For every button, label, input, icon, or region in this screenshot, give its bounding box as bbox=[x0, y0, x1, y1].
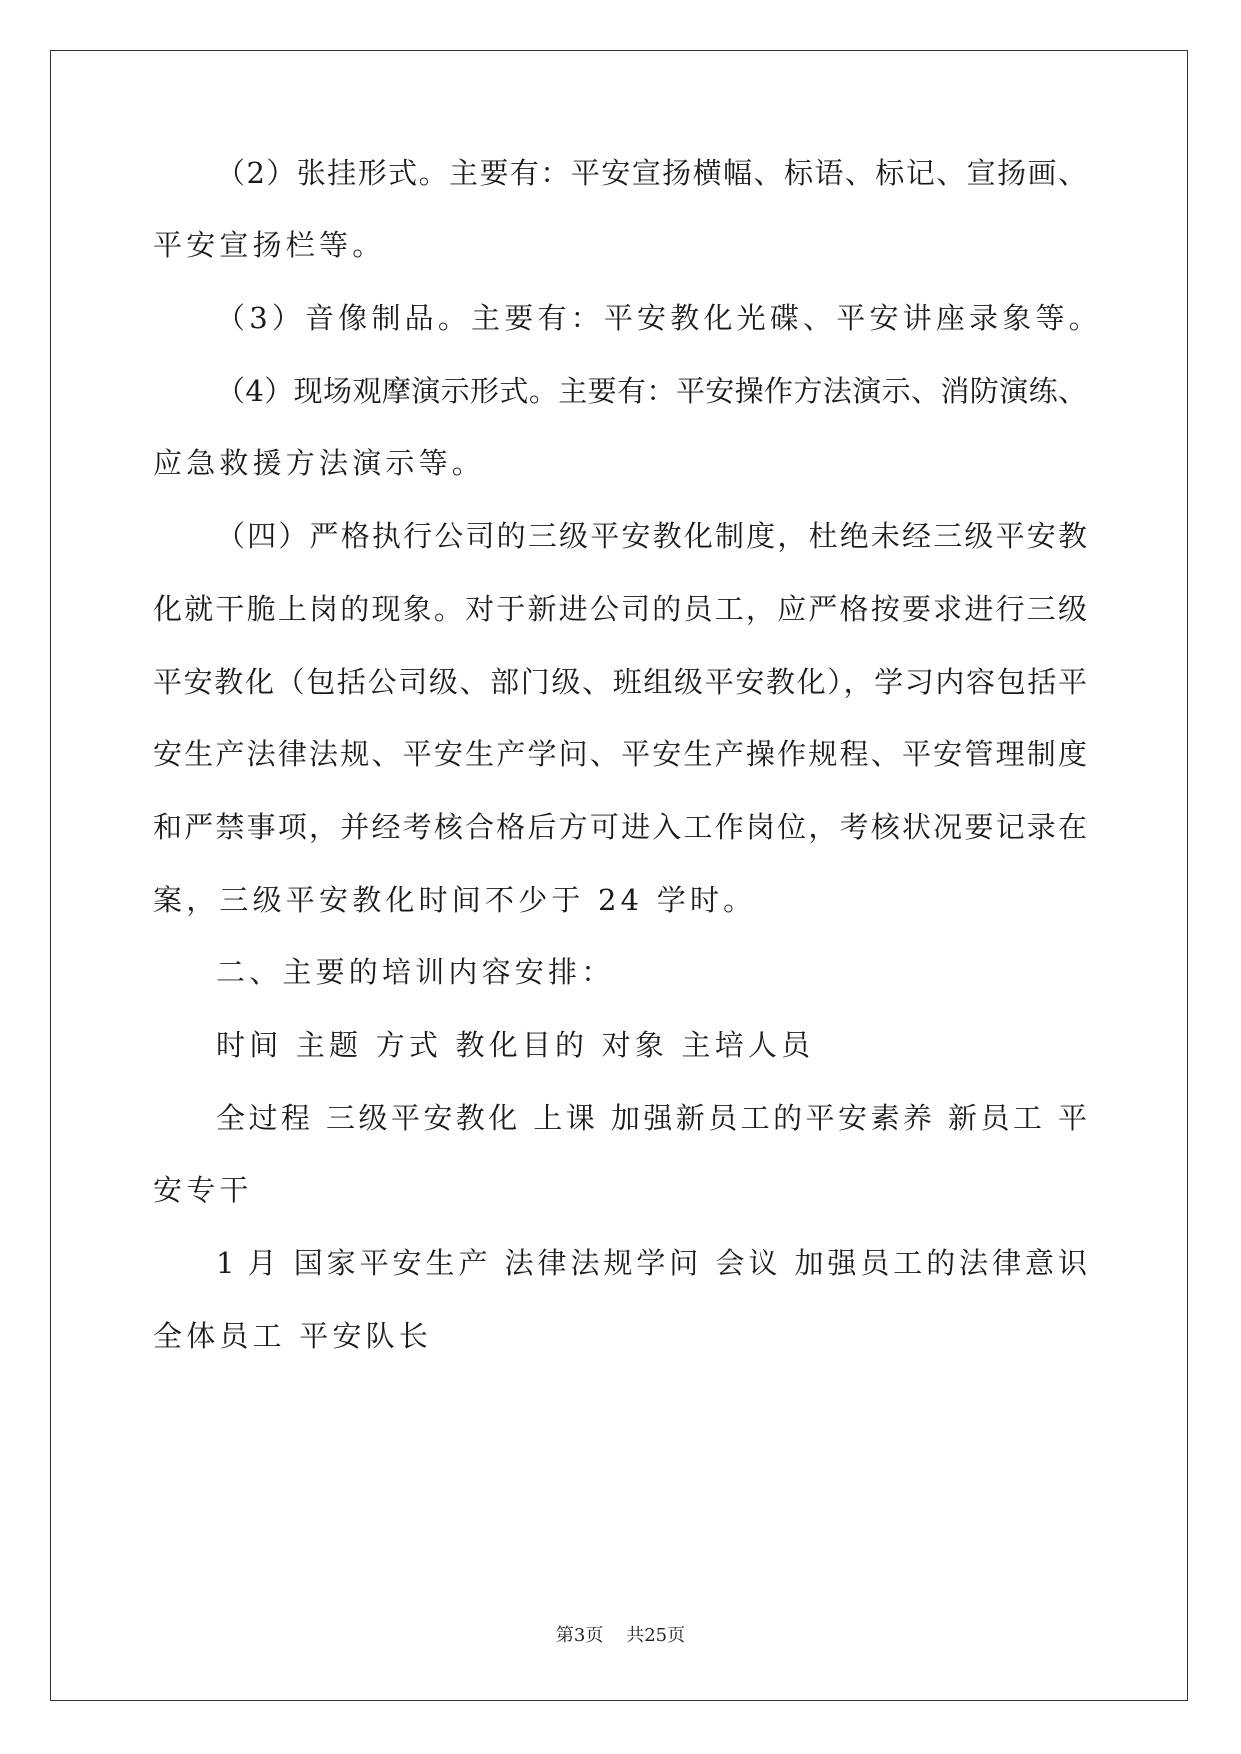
page-total: 共25页 bbox=[626, 1625, 686, 1646]
page-number: 第3页 bbox=[555, 1625, 604, 1646]
paragraph-line: 平安宣扬栏等。 bbox=[153, 228, 386, 262]
schedule-row-continued: 全体员工 平安队长 bbox=[153, 1319, 433, 1353]
schedule-row: 1 月 国家平安生产 法律法规学问 会议 加强员工的法律意识 bbox=[216, 1246, 1087, 1280]
paragraph-line: 和严禁事项，并经考核合格后方可进入工作岗位，考核状况要记录在 bbox=[153, 810, 1087, 844]
paragraph-line: 应急救援方法演示等。 bbox=[153, 446, 486, 480]
paragraph-line: （2）张挂形式。主要有：平安宣扬横幅、标语、标记、宣扬画、 bbox=[216, 156, 1087, 190]
paragraph-line: 案，三级平安教化时间不少于 24 学时。 bbox=[153, 883, 757, 917]
paragraph-line: （4）现场观摩演示形式。主要有：平安操作方法演示、消防演练、 bbox=[216, 374, 1087, 408]
section-heading: 二、主要的培训内容安排： bbox=[216, 955, 615, 989]
paragraph-line: 安生产法律法规、平安生产学问、平安生产操作规程、平安管理制度 bbox=[153, 737, 1087, 771]
paragraph-line: （四）严格执行公司的三级平安教化制度，杜绝未经三级平安教 bbox=[216, 519, 1087, 553]
paragraph-line: 平安教化（包括公司级、部门级、班组级平安教化），学习内容包括平 bbox=[153, 665, 1087, 699]
schedule-header-row: 时间 主题 方式 教化目的 对象 主培人员 bbox=[216, 1028, 815, 1062]
page-footer bbox=[0, 1624, 1241, 1648]
schedule-row-continued: 安专干 bbox=[153, 1173, 253, 1207]
paragraph-line: 化就干脆上岗的现象。对于新进公司的员工，应严格按要求进行三级 bbox=[153, 592, 1087, 626]
paragraph-line: （3）音像制品。主要有：平安教化光碟、平安讲座录象等。 bbox=[216, 301, 1102, 335]
schedule-row: 全过程 三级平安教化 上课 加强新员工的平安素养 新员工 平 bbox=[216, 1101, 1087, 1135]
